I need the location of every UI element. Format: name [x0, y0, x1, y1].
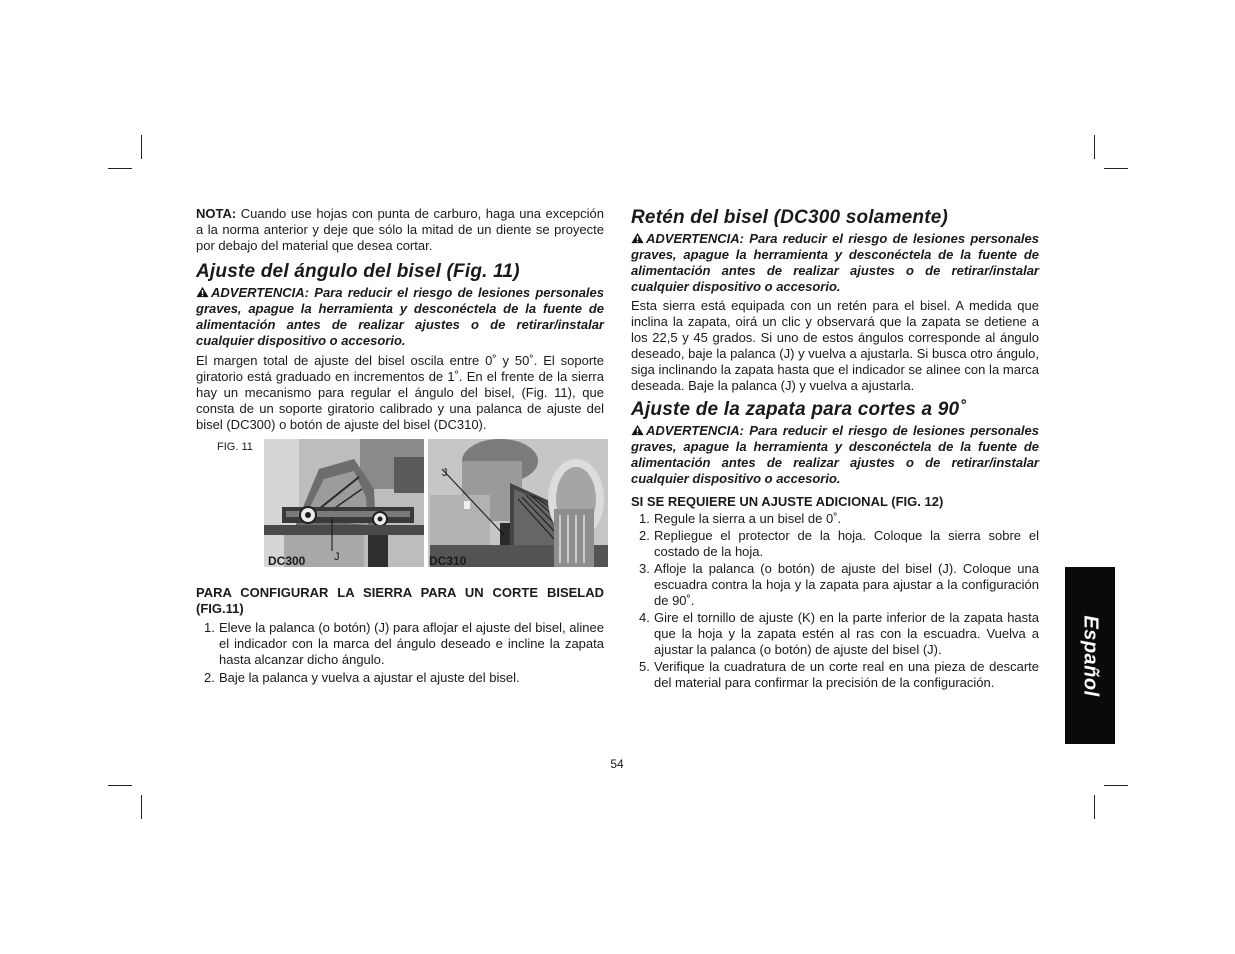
figure-illustration: [264, 439, 608, 567]
list-item: 3. Afloje la palanca (o botón) de ajuste del bisel (J). Coloque una escuadra contra la hoja y la zapata para ajustar a la configuración de 90˚.: [639, 561, 1039, 608]
figure-11: [196, 439, 604, 577]
warning-text: ADVERTENCIA: Para reducir el riesgo de lesiones personales graves, apague la herramienta y desconéctela de la fuente de alimentación antes de realizar ajustes o de retirar/instalar cualquier dispositivo o accesorio.: [196, 285, 604, 348]
crop-mark: [141, 795, 142, 819]
callout-j-left: J: [334, 551, 340, 563]
list-item: 1. Regule la sierra a un bisel de 0˚.: [639, 511, 842, 526]
bevel-detent-heading: Retén del bisel (DC300 solamente): [631, 207, 949, 228]
list-item: 4. Gire el tornillo de ajuste (K) en la parte inferior de la zapata hasta que la hoja y la zapata estén al ras con la escuadra. Vuelva a ajustar la palanca (o botón) de ajuste del bisel (J).: [639, 610, 1039, 657]
configure-subheading: PARA CONFIGURAR LA SIERRA PARA UN CORTE BISELAD (FIG.11): [196, 585, 604, 616]
crop-mark: [141, 135, 142, 159]
figure-label: FIG. 11: [217, 441, 253, 453]
bevel-body-text: El margen total de ajuste del bisel oscila entre 0˚ y 50˚. El soporte giratorio está graduado en incrementos de 1˚. En el frente de la sierra hay un mecanismo para regular el ángulo del bisel, (Fig. 11), que consta de un soporte giratorio calibrado y una palanca de ajuste del bisel (DC300) o botón de ajuste del bisel (DC310).: [196, 353, 604, 432]
warning-text: ADVERTENCIA: Para reducir el riesgo de lesiones personales graves, apague la herramienta y desconéctela de la fuente de alimentación antes de realizar ajustes o de retirar/instalar cualquier dispositivo o accesorio.: [631, 231, 1039, 294]
crop-mark: [1104, 785, 1128, 786]
warning-paragraph: [196, 285, 604, 349]
right-column: [631, 206, 1039, 692]
crop-mark: [108, 785, 132, 786]
dc300-illustration: [264, 439, 424, 567]
note-label: NOTA:: [196, 206, 237, 221]
left-column: [196, 206, 604, 688]
page-number: 54: [610, 757, 624, 771]
warning-text: ADVERTENCIA: Para reducir el riesgo de lesiones personales graves, apague la herramienta y desconéctela de la fuente de alimentación antes de realizar ajustes o de retirar/instalar cualquier dispositivo o accesorio.: [631, 423, 1039, 486]
warning-icon: [196, 286, 209, 298]
warning-paragraph: [631, 423, 1039, 487]
bevel-adjust-heading: Ajuste del ángulo del bisel (Fig. 11): [196, 261, 520, 282]
warning-icon: [631, 232, 644, 244]
dc310-illustration: [428, 439, 608, 567]
list-item: 2. Repliegue el protector de la hoja. Coloque la sierra sobre el costado de la hoja.: [639, 528, 1039, 559]
crop-mark: [1104, 168, 1128, 169]
crop-mark: [1094, 795, 1095, 819]
crop-mark: [108, 168, 132, 169]
additional-adjust-subheading: SI SE REQUIERE UN AJUSTE ADICIONAL (FIG. 12): [631, 494, 944, 509]
callout-j-right: J: [442, 467, 448, 479]
note-text: Cuando use hojas con punta de carburo, haga una excepción a la norma anterior y deje que sólo la mitad de un diente se proyecte por debajo del material que desea cortar.: [196, 206, 604, 253]
language-tab-label: Español: [1079, 614, 1102, 697]
dc300-label: DC300: [268, 554, 306, 568]
list-item: 1. Eleve la palanca (o botón) (J) para aflojar el ajuste del bisel, alinee el indicador con la marca del ángulo deseado e incline la zapata hasta alcanzar dicho ángulo.: [204, 620, 604, 667]
note-paragraph: [196, 206, 604, 254]
list-item: 5. Verifique la cuadratura de un corte real en una pieza de descarte del material para confirmar la precisión de la configuración.: [639, 659, 1039, 690]
warning-paragraph: [631, 231, 1039, 295]
detent-body-text: Esta sierra está equipada con un retén para el bisel. A medida que inclina la zapata, oirá un clic y observará que la zapata se detiene a los 22,5 y 45 grados. Si uno de estos ángulos corresponde al ángulo deseado, baje la palanca (J) y vuelva a ajustarla. Si busca otro ángulo, siga inclinando la zapata hasta que el indicador se alinee con la marca deseada. Baje la palanca (J) y vuelva a ajustarla.: [631, 298, 1039, 393]
shoe-adjust-heading: Ajuste de la zapata para cortes a 90˚: [631, 399, 966, 420]
language-tab: [1065, 567, 1115, 744]
adjust-steps: [631, 511, 1039, 691]
warning-icon: [631, 424, 644, 436]
configure-steps: [196, 620, 604, 686]
dc310-label: DC310: [429, 554, 467, 568]
crop-mark: [1094, 135, 1095, 159]
list-item: 2. Baje la palanca y vuelva a ajustar el ajuste del bisel.: [204, 670, 520, 685]
